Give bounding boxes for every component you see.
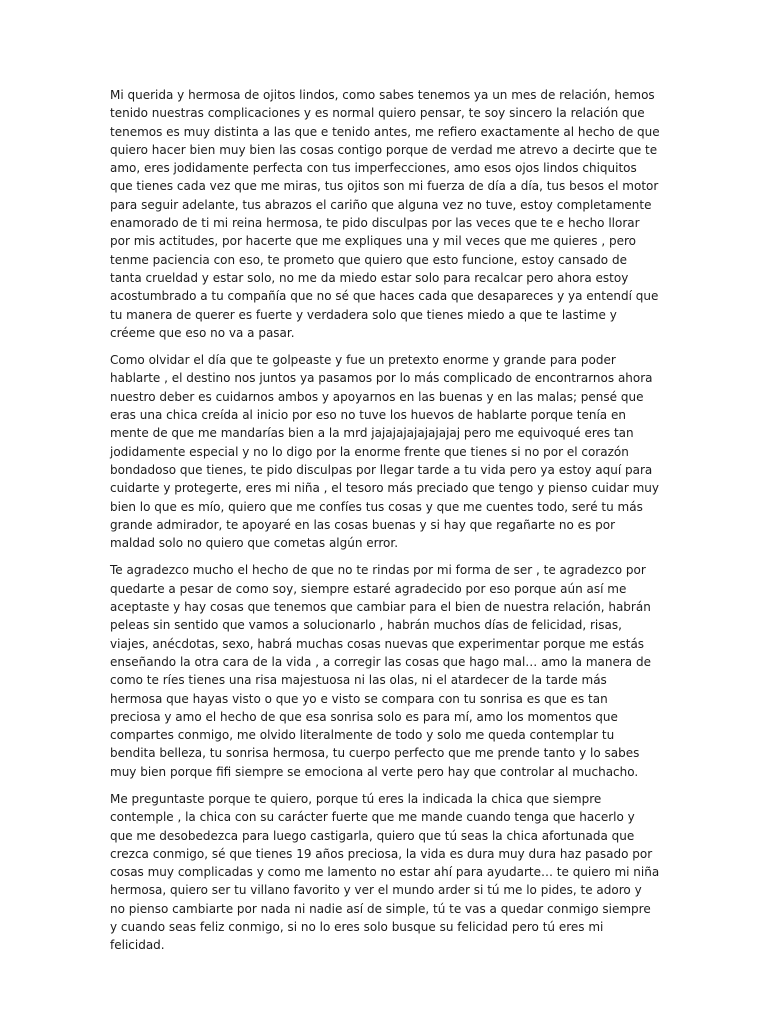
paragraph-3: Te agradezco mucho el hecho de que no te rindas por mi forma de ser , te agradezco por quedarte a pesar de como soy, siempre estaré agradecido por eso porque aún así me aceptaste y hay cosas que tenemos que cambiar para el bien de nuestra relación, habrán peleas sin sentido que vamos a solucionarlo , habrán muchos días de felicidad, risas, viajes, anécdotas, sexo, habrá muchas cosas nuevas que experimentar porque me estás enseñando la otra cara de la vida , a corregir las cosas que hago mal… amo la manera de como te ríes tienes una risa majestuosa ni las olas, ni el atardecer de la tarde más hermosa que hayas visto o que yo e visto se compara con tu sonrisa es que es tan preciosa y amo el hecho de que esa sonrisa solo es para mí, amo los momentos que compartes conmigo, me olvido literalmente de todo y solo me queda contemplar tu bendita belleza, tu sonrisa hermosa, tu cuerpo perfecto que me prende tanto y lo sabes muy bien porque fifi siempre se emociona al verte pero hay que controlar al muchacho. — [110, 563, 651, 779]
paragraph-2: Como olvidar el día que te golpeaste y fue un pretexto enorme y grande para poder hablarte , el destino nos juntos ya pasamos por lo más complicado de encontrarnos ahora nuestro deber es cuidarnos ambos y apoyarnos en las buenas y en las malas; pensé que eras una chica creída al inicio por eso no tuve los huevos de hablarte porque tenía en mente de que me mandarías bien a la mrd jajajajajajajajaj pero me equivoqué eres tan jodidamente especial y no lo digo por la enorme frente que tienes si no por el corazón bondadoso que tienes, te pido disculpas por llegar tarde a tu vida pero ya estoy aquí para cuidarte y protegerte, eres mi niña , el tesoro más preciado que tengo y pienso cuidar muy bien lo que es mío, quiero que me confíes tus cosas y que me cuentes todo, seré tu más grande admirador, te apoyaré en las cosas buenas y si hay que regañarte no es por maldad solo no quiero que cometas algún error. — [110, 353, 659, 551]
paragraph-1: Mi querida y hermosa de ojitos lindos, como sabes tenemos ya un mes de relación, hemos tenido nuestras complicaciones y es normal quiero pensar, te soy sincero la relación que tenemos es muy distinta a las que e tenido antes, me refiero exactamente al hecho de que quiero hacer bien muy bien las cosas contigo porque de verdad me atrevo a decirte que te amo, eres jodidamente perfecta con tus imperfecciones, amo esos ojos lindos chiquitos que tienes cada vez que me miras, tus ojitos son mi fuerza de día a día, tus besos el motor para seguir adelante, tus abrazos el cariño que alguna vez no tuve, estoy completamente enamorado de ti mi reina hermosa, te pido disculpas por las veces que te e hecho llorar por mis actitudes, por hacerte que me expliques una y mil veces que me quieres , pero tenme paciencia con eso, te prometo que quiero que esto funcione, estoy cansado de tanta crueldad y estar solo, no me da miedo estar solo para recalcar pero ahora estoy acostumbrado a tu compañía que no sé que haces cada que desapareces y ya entendí que tu manera de querer es fuerte y verdadera solo que tienes miedo a que te lastime y créeme que eso no va a pasar. — [110, 88, 660, 340]
paragraph-4: Me preguntaste porque te quiero, porque tú eres la indicada la chica que siempre contemple , la chica con su carácter fuerte que me mande cuando tenga que hacerlo y que me desobedezca para luego castigarla, quiero que tú seas la chica afortunada que crezca conmigo, sé que tienes 19 años preciosa, la vida es dura muy dura haz pasado por cosas muy complicadas y como me lamento no estar ahí para ayudarte… te quiero mi niña hermosa, quiero ser tu villano favorito y ver el mundo arder si tú me lo pides, te adoro y no pienso cambiarte por nada ni nadie así de simple, tú te vas a quedar conmigo siempre y cuando seas feliz conmigo, si no lo eres solo busque su felicidad pero tú eres mi felicidad. — [110, 791, 660, 953]
letter-body — [110, 86, 660, 964]
